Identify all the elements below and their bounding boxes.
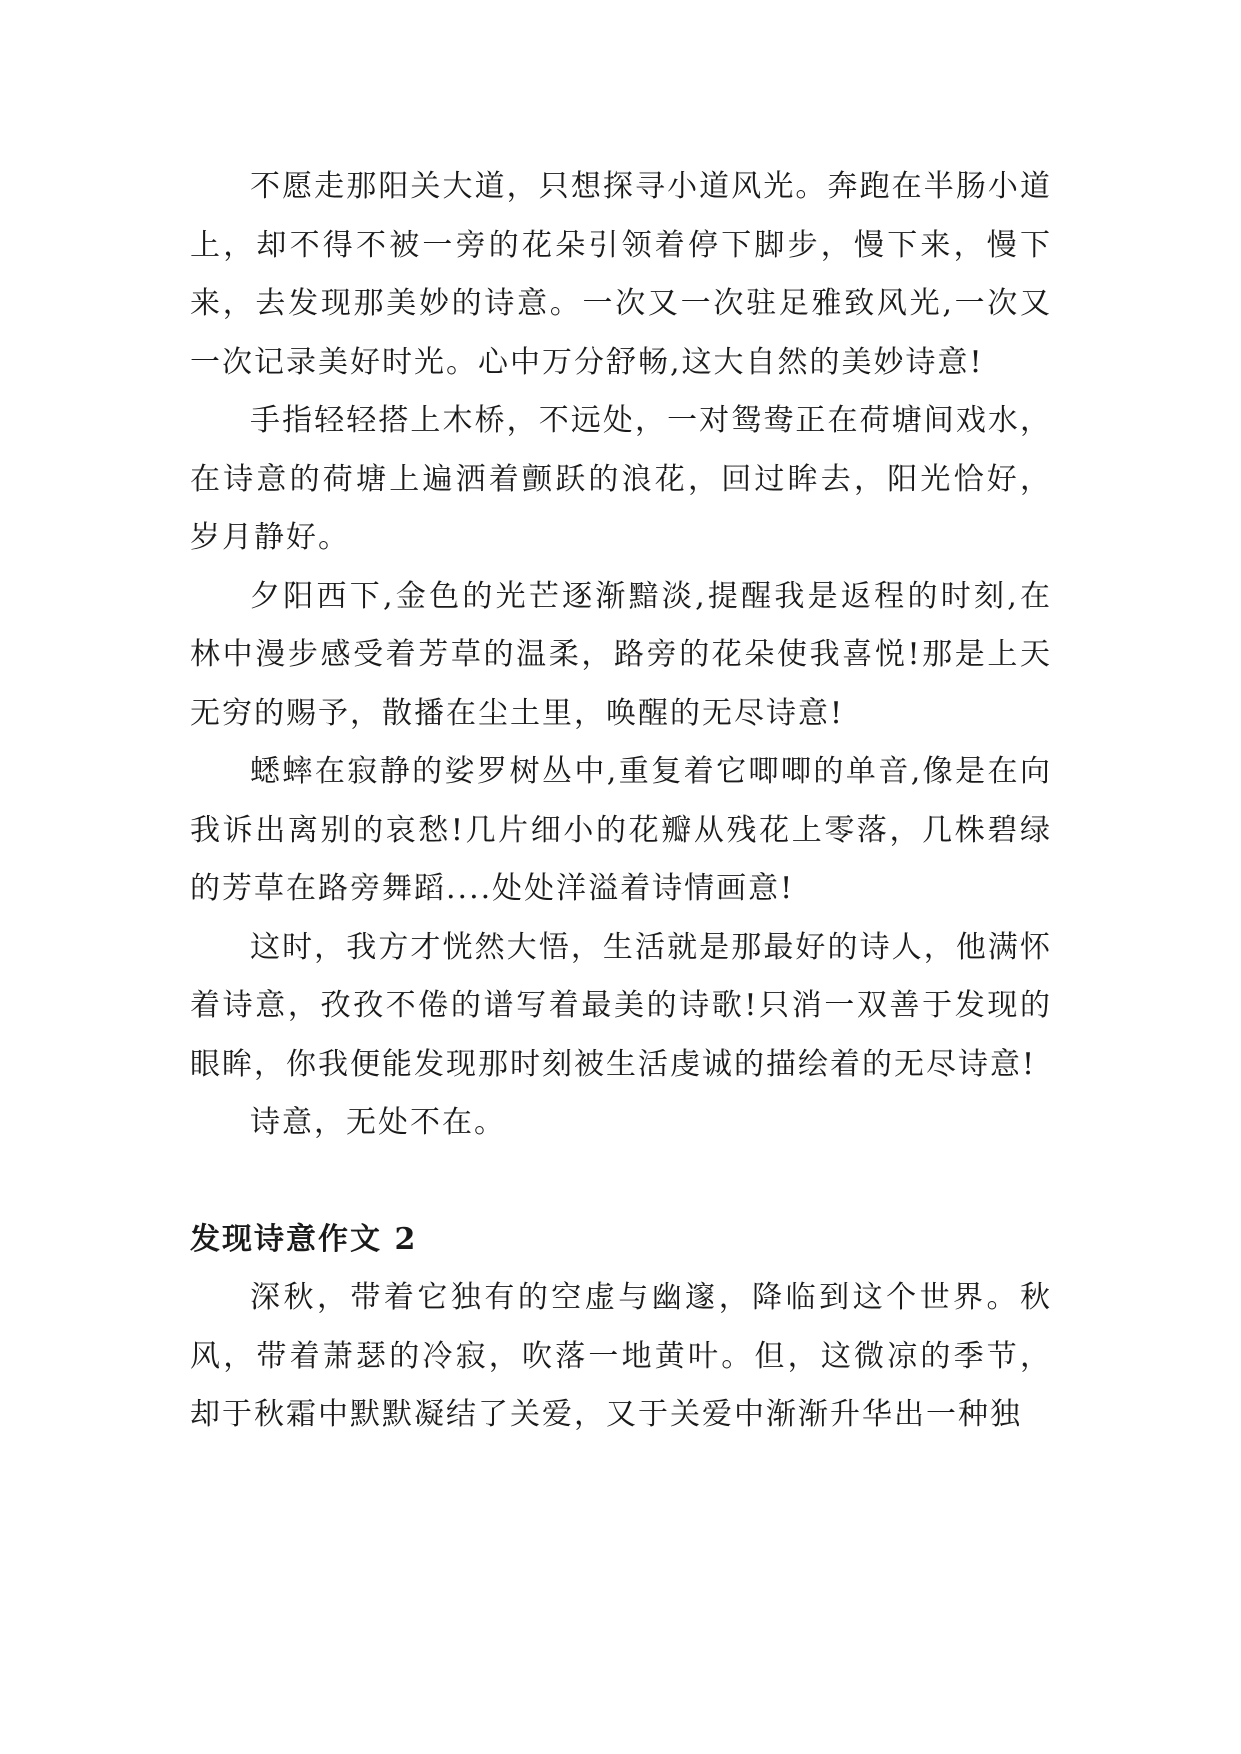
paragraph: 诗意，无处不在。	[250, 1105, 506, 1140]
paragraph: 蟋蟀在寂静的娑罗树丛中,重复着它唧唧的单音,像是在向我诉出离别的哀愁!几片细小的花瓣从残花上零落，几株碧绿的芳草在路旁舞蹈....处处洋溢着诗情画意!	[190, 754, 1052, 906]
document-body	[190, 158, 1052, 1445]
paragraph: 这时，我方才恍然大悟，生活就是那最好的诗人，他满怀着诗意，孜孜不倦的谱写着最美的诗歌!只消一双善于发现的眼眸，你我便能发现那时刻被生活虔诚的描绘着的无尽诗意!	[190, 929, 1052, 1082]
paragraph: 夕阳西下,金色的光芒逐渐黯淡,提醒我是返程的时刻,在林中漫步感受着芳草的温柔，路旁的花朵使我喜悦!那是上天无穷的赐予，散播在尘土里，唤醒的无尽诗意!	[190, 578, 1052, 731]
paragraph: 手指轻轻搭上木桥，不远处，一对鸳鸯正在荷塘间戏水，在诗意的荷塘上遍洒着颤跃的浪花，回过眸去，阳光恰好，岁月静好。	[190, 403, 1052, 555]
paragraph: 深秋，带着它独有的空虚与幽邃，降临到这个世界。秋风，带着萧瑟的冷寂，吹落一地黄叶。但，这微凉的季节，却于秋霜中默默凝结了关爱，又于关爱中渐渐升华出一种独	[190, 1280, 1052, 1432]
paragraph: 不愿走那阳关大道，只想探寻小道风光。奔跑在半肠小道上，却不得不被一旁的花朵引领着停下脚步，慢下来，慢下来，去发现那美妙的诗意。一次又一次驻足雅致风光,一次又一次记录美好时光。心中万分舒畅,这大自然的美妙诗意!	[190, 169, 1052, 380]
section-title: 发现诗意作文 2	[190, 1221, 418, 1257]
